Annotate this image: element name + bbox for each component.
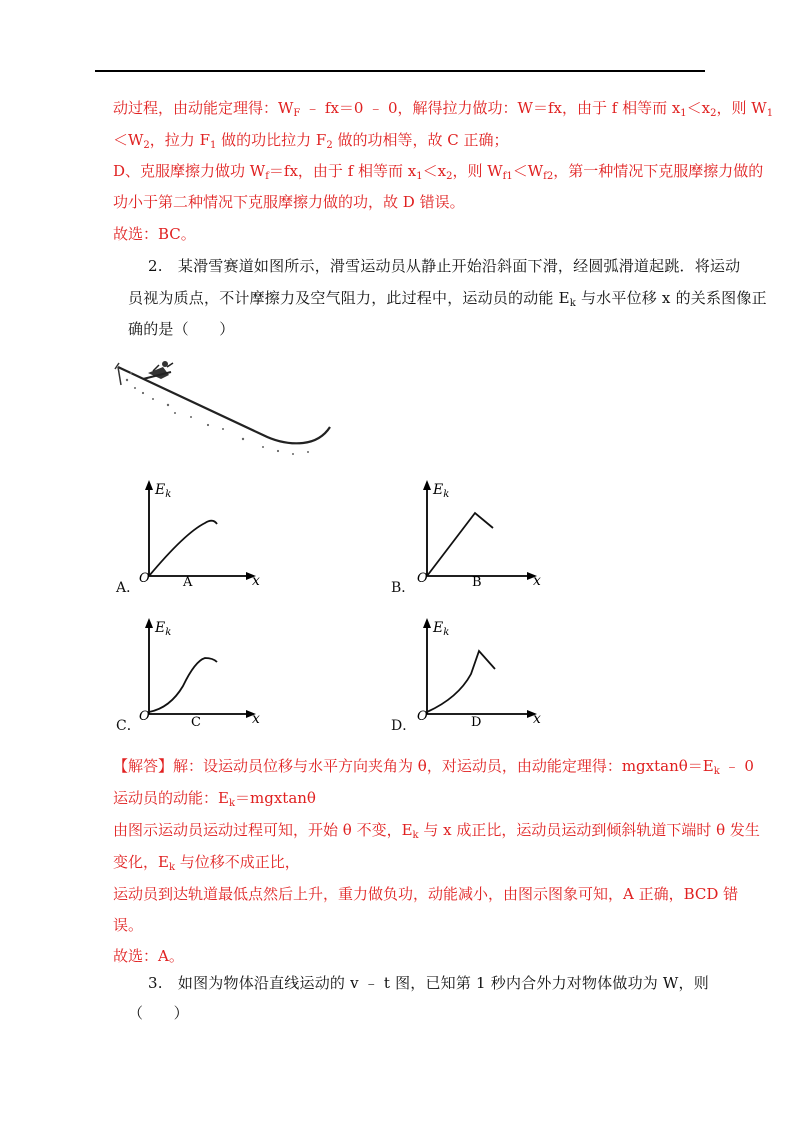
graph-b-letter: B: [472, 575, 482, 586]
prev-solution-line-3: D、克服摩擦力做功 $W_f=fx$，由于 f 相等而 $x_1<x_2$，则 $W_{f1}<W_{f2}$，第一种情况下克服摩擦力做的: [113, 162, 764, 182]
graph-d: [413, 616, 548, 726]
graph-d-letter: D: [471, 715, 482, 726]
graph-c-curve: [149, 658, 217, 712]
graph-b-curve: [427, 513, 493, 576]
skier-icon: [143, 361, 173, 379]
ski-track-figure: [113, 355, 338, 460]
choice-b-label: B．: [391, 580, 416, 596]
q3-line-1: 3. 如图为物体沿直线运动的 v ﹣ t 图，已知第 1 秒内合外力对物体做功为 W，则: [148, 974, 709, 992]
q2-solution-answer: 故选：A。: [113, 947, 184, 965]
graph-a: [135, 478, 265, 586]
prev-solution-line-4: 功小于第二种情况下克服摩擦力做的功，故 D 错误。: [113, 193, 465, 211]
graph-a-letter: A: [183, 575, 193, 586]
q3-line-2: （ ）: [128, 1004, 189, 1022]
ski-track-curve: [118, 367, 330, 443]
header-rule: [95, 70, 705, 72]
graph-a-origin: O: [139, 571, 150, 586]
graph-d-origin: O: [417, 709, 428, 724]
graph-a-ylabel: $E_k$: [155, 482, 172, 500]
graph-d-curve: [427, 651, 495, 712]
q2-solution-line-5: 运动员到达轨道最低点然后上升，重力做负功，动能减小，由图示图象可知，A 正确，BCD 错: [113, 885, 739, 903]
q2-solution-line-2: 运动员的动能：$E_k=mgxtan\theta$: [113, 789, 316, 809]
q2-solution-line-1: 【解答】解：设运动员位移与水平方向夹角为 θ，对运动员，由动能定理得：$mgxtan\theta=E_k$ ﹣ 0: [113, 757, 754, 777]
q2-line-3: 确的是（ ）: [128, 320, 235, 338]
q2-solution-line-6: 误。: [113, 916, 144, 934]
choice-c-label: C．: [116, 718, 141, 734]
graph-c-letter: C: [191, 715, 201, 726]
graph-d-ylabel: $E_k$: [433, 620, 450, 638]
graph-a-xlabel: x: [252, 573, 260, 586]
q2-solution-line-4: 变化，$E_k$ 与位移不成正比，: [113, 853, 300, 873]
choice-a-label: A．: [116, 580, 141, 596]
graph-a-curve: [149, 521, 217, 576]
graph-c: [135, 616, 265, 726]
graph-b-origin: O: [417, 571, 428, 586]
graph-b-xlabel: x: [533, 573, 541, 586]
graph-c-xlabel: x: [252, 711, 260, 726]
q2-line-1: 2. 某滑雪赛道如图所示，滑雪运动员从静止开始沿斜面下滑，经圆弧滑道起跳．将运动: [148, 257, 741, 275]
prev-solution-answer: 故选：BC。: [113, 225, 196, 243]
graph-d-xlabel: x: [533, 711, 541, 726]
graph-c-origin: O: [139, 709, 150, 724]
graph-b: [413, 478, 548, 586]
q2-line-2: 员视为质点，不计摩擦力及空气阻力，此过程中，运动员的动能 $E_k$ 与水平位移 x 的关系图像正: [128, 289, 767, 309]
graph-c-ylabel: $E_k$: [155, 620, 172, 638]
prev-solution-line-2: $<W_2$，拉力 $F_1$ 做的功比拉力 $F_2$ 做的功相等，故 C 正确；: [113, 131, 509, 151]
prev-solution-line-1: 动过程，由动能定理得：$W_F$ ﹣ fx＝0 ﹣ 0，解得拉力做功：W＝fx，由于 f 相等而 $x_1<x_2$，则 $W_1$: [113, 99, 774, 119]
q2-solution-line-3: 由图示运动员运动过程可知，开始 θ 不变，$E_k$ 与 x 成正比，运动员运动到倾斜轨道下端时 θ 发生: [113, 821, 760, 841]
choice-d-label: D．: [391, 718, 417, 734]
graph-b-ylabel: $E_k$: [433, 482, 450, 500]
